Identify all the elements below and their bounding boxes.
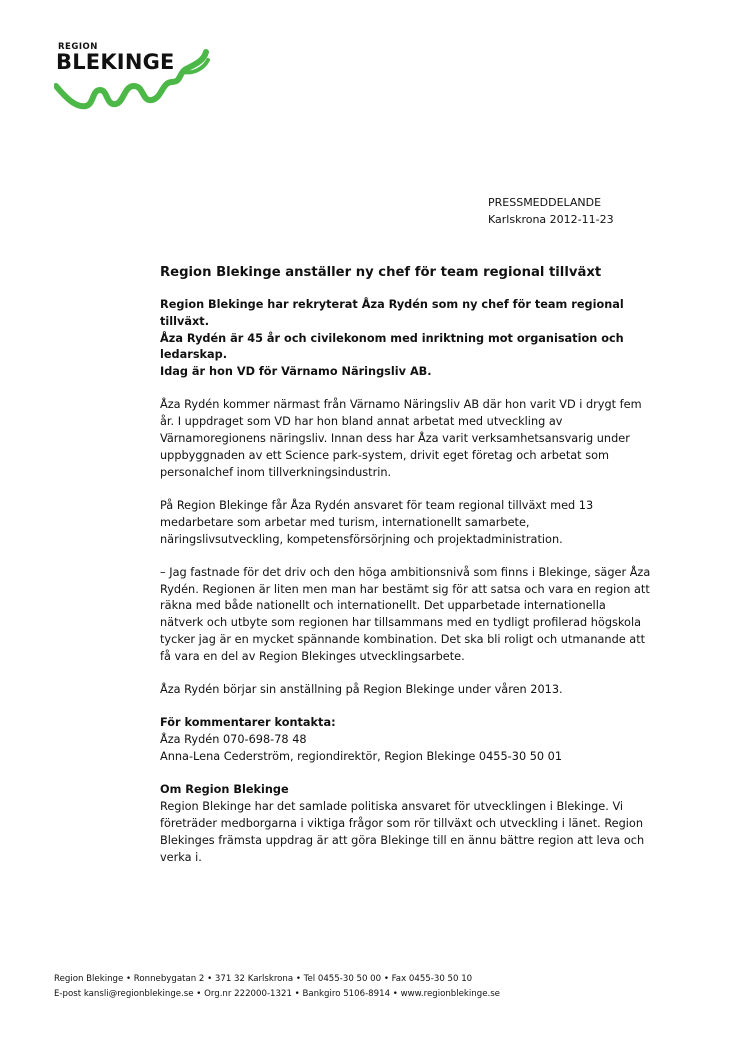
paragraph-background	[160, 397, 660, 481]
press-release-body	[160, 264, 660, 883]
region-blekinge-logo	[54, 42, 214, 114]
paragraph-responsibility	[160, 498, 660, 548]
footer	[54, 972, 500, 1002]
text-line: På Region Blekinge får Åza Rydén ansvaret för team regional tillväxt med 13	[160, 498, 594, 512]
about-heading: Om Region Blekinge	[160, 783, 289, 797]
contact-line: Åza Rydén 070-698-78 48	[160, 733, 307, 747]
text-line: medarbetare som arbetar med turism, internationellt samarbete,	[160, 515, 530, 529]
text-line: företräder medborgarna i viktiga frågor som rör tillväxt och utveckling i länet. Region	[160, 816, 643, 830]
text-line: Åza Rydén kommer närmast från Värnamo Näringsliv AB där hon varit VD i drygt fem	[160, 398, 642, 412]
headline: Region Blekinge anställer ny chef för team regional tillväxt	[160, 265, 602, 280]
place-date: Karlskrona 2012-11-23	[488, 213, 614, 226]
text-line: nätverk och utbyte som regionen har tillsammans med en tydligt profilerad högskola	[160, 616, 641, 630]
lead-line: Idag är hon VD för Värnamo Näringsliv AB.	[160, 365, 432, 379]
lead-paragraph	[160, 297, 660, 381]
about-section	[160, 782, 660, 866]
text-line: uppbyggnaden av ett Science park-system, drivit eget företag och arbetat som	[160, 448, 609, 462]
contact-line: Anna-Lena Cederström, regiondirektör, Region Blekinge 0455-30 50 01	[160, 750, 563, 764]
text-line: Värnamoregionens näringsliv. Innan dess har Åza varit verksamhetsansvarig under	[160, 432, 630, 446]
text-line: Blekinges främsta uppdrag är att göra Blekinge till en ännu bättre region att leva och	[160, 833, 645, 847]
lead-line: Åza Rydén är 45 år och civilekonom med inriktning mot organisation och ledarskap.	[160, 331, 624, 362]
logo-blekinge-text: BLEKINGE	[56, 50, 175, 74]
text-line: tycker jag är en mycket spännande kombination. Det ska bli roligt och utmanande att	[160, 633, 646, 647]
text-line: räkna med både nationellt och internationellt. Det upparbetade internationella	[160, 599, 606, 613]
footer-contact: E-post kansli@regionblekinge.se • Org.nr 222000-1321 • Bankgiro 5106-8914 • www.regionblekinge.se	[54, 989, 500, 999]
text-line: – Jag fastnade för det driv och den höga ambitionsnivå som finns i Blekinge, säger Åza	[160, 565, 651, 579]
text-line: få vara en del av Region Blekinges utvecklingsarbete.	[160, 649, 465, 663]
text-line: år. I uppdraget som VD har hon bland annat arbetat med utveckling av	[160, 415, 563, 429]
text-line: verka i.	[160, 850, 202, 864]
contact-section	[160, 715, 660, 765]
contact-heading: För kommentarer kontakta:	[160, 716, 336, 730]
lead-line: Region Blekinge har rekryterat Åza Rydén som ny chef för team regional tillväxt.	[160, 298, 624, 328]
text-line: personalchef inom tillverkningsindustrin.	[160, 465, 392, 479]
text-line: Region Blekinge har det samlade politiska ansvaret för utvecklingen i Blekinge. Vi	[160, 800, 624, 814]
footer-address: Region Blekinge • Ronnebygatan 2 • 371 32 Karlskrona • Tel 0455-30 50 00 • Fax 0455-30 50 10	[54, 974, 473, 984]
document-type: PRESSMEDDELANDE	[488, 196, 602, 209]
paragraph-start-date	[160, 682, 660, 699]
header-meta	[488, 194, 614, 228]
text-line: Rydén. Regionen är liten men man har bestämt sig för att satsa och vara en region att	[160, 582, 650, 596]
text-line: Åza Rydén börjar sin anställning på Region Blekinge under våren 2013.	[160, 683, 563, 697]
paragraph-quote	[160, 565, 660, 666]
text-line: näringslivsutveckling, kompetensförsörjning och projektadministration.	[160, 532, 563, 546]
logo-region-text: REGION	[58, 42, 98, 52]
